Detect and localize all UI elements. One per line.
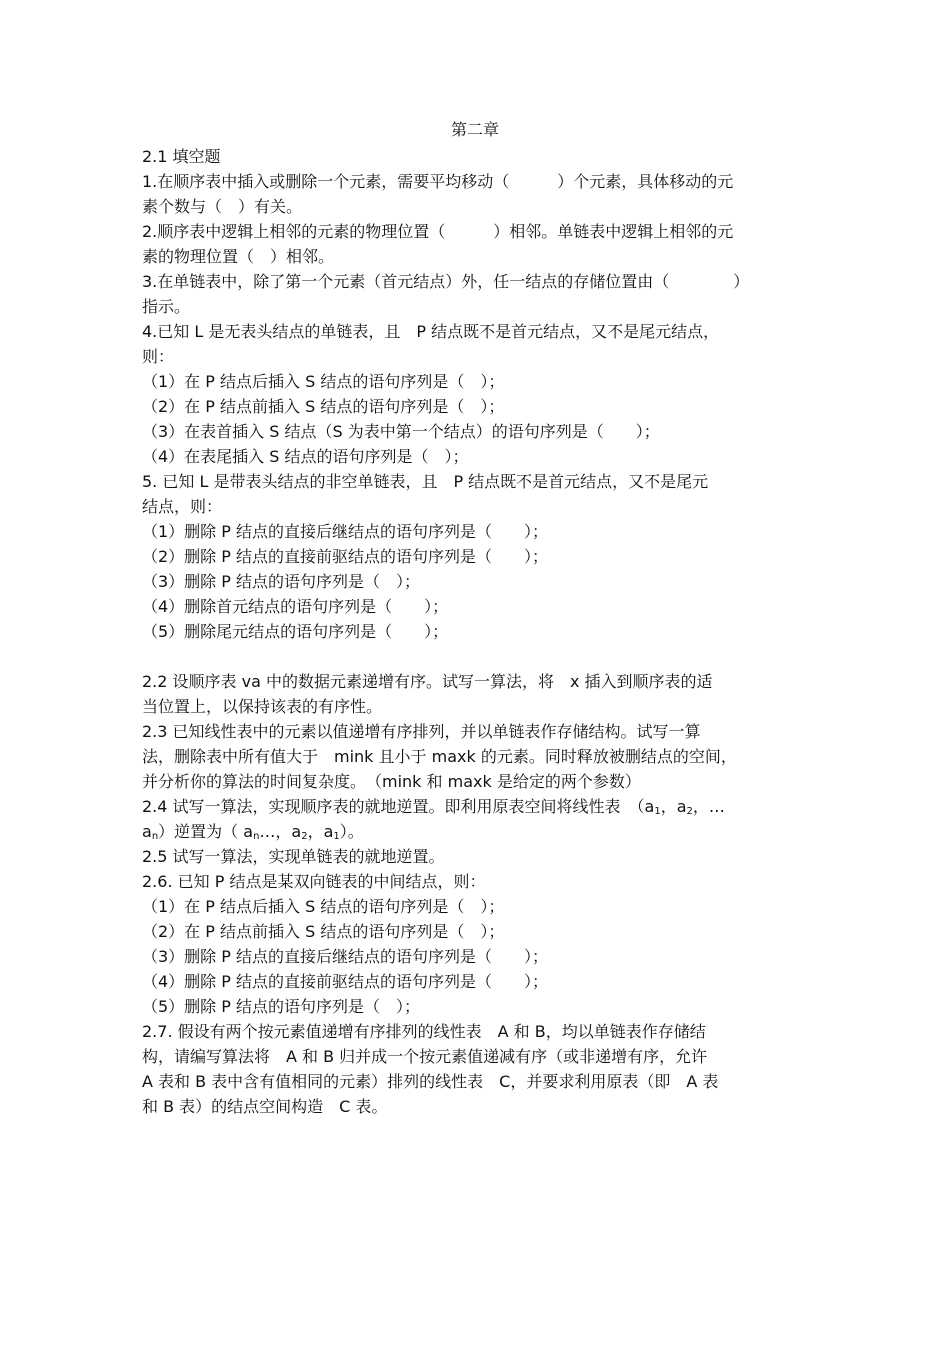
section-heading: 2.1 填空题	[142, 147, 221, 166]
text-line: （5）删除尾元结点的语句序列是（ ）；	[142, 622, 449, 641]
text-line: 2.7. 假设有两个按元素值递增有序排列的线性表 A 和 B，均以单链表作存储结	[142, 1022, 706, 1041]
text-line: （2）在 P 结点前插入 S 结点的语句序列是（ ）；	[142, 922, 505, 941]
text-line-2-4a	[142, 794, 822, 819]
subscript: 1	[333, 831, 340, 842]
text-line: （2）在 P 结点前插入 S 结点的语句序列是（ ）；	[142, 397, 505, 416]
text-line: 1.在顺序表中插入或删除一个元素，需要平均移动（ ）个元素，具体移动的元	[142, 172, 734, 191]
subscript: 2	[686, 806, 693, 817]
text-line: （4）在表尾插入 S 结点的语句序列是（ ）；	[142, 447, 469, 466]
text-line: 3.在单链表中，除了第一个元素（首元结点）外，任一结点的存储位置由（ ）	[142, 272, 750, 291]
subscript: n	[253, 831, 260, 842]
text-line: （3）删除 P 结点的直接后继结点的语句序列是（ ）；	[142, 947, 549, 966]
text-line: 和 B 表）的结点空间构造 C 表。	[142, 1097, 388, 1116]
text-line: 并分析你的算法的时间复杂度。 （mink 和 maxk 是给定的两个参数）	[142, 772, 641, 791]
text-line: 当位置上，以保持该表的有序性。	[142, 697, 383, 716]
text-line: 4.已知 L 是无表头结点的单链表，且 P 结点既不是首元结点，又不是尾元结点，	[142, 322, 720, 341]
text-segment: ）。	[339, 822, 364, 841]
subscript: 1	[654, 806, 661, 817]
chapter-title: 第二章	[450, 120, 499, 139]
subscript: 2	[301, 831, 308, 842]
text-line: 2.2 设顺序表 va 中的数据元素递增有序。试写一算法，将 x 插入到顺序表的适	[142, 672, 713, 691]
text-segment: ，a	[307, 822, 334, 841]
text-segment: ，…	[692, 797, 725, 816]
text-segment: ，a	[660, 797, 687, 816]
text-line: 2.3 已知线性表中的元素以值递增有序排列，并以单链表作存储结构。试写一算	[142, 722, 701, 741]
text-line: 2.顺序表中逻辑上相邻的元素的物理位置（ ）相邻。单链表中逻辑上相邻的元	[142, 222, 734, 241]
text-line: 构，请编写算法将 A 和 B 归并成一个按元素值递减有序（或非递增有序，允许	[142, 1047, 708, 1066]
text-line-2-4b	[142, 819, 822, 844]
text-line: 结点，则：	[142, 497, 223, 516]
blank-line	[142, 644, 822, 669]
text-segment: …，a	[259, 822, 302, 841]
text-line: （2）删除 P 结点的直接前驱结点的语句序列是（ ）；	[142, 547, 549, 566]
text-line: 5. 已知 L 是带表头结点的非空单链表，且 P 结点既不是首元结点，又不是尾元	[142, 472, 709, 491]
text-line: （5）删除 P 结点的语句序列是（ ）；	[142, 997, 421, 1016]
subscript: n	[151, 831, 159, 842]
text-line: 指示。	[142, 297, 191, 316]
text-line: （3）在表首插入 S 结点（S 为表中第一个结点）的语句序列是（ ）；	[142, 422, 660, 441]
text-line: （1）在 P 结点后插入 S 结点的语句序列是（ ）；	[142, 372, 505, 391]
text-line: （1）删除 P 结点的直接后继结点的语句序列是（ ）；	[142, 522, 549, 541]
text-line: （4）删除 P 结点的直接前驱结点的语句序列是（ ）；	[142, 972, 549, 991]
text-line: 2.5 试写一算法，实现单链表的就地逆置。	[142, 847, 445, 866]
text-line: A 表和 B 表中含有值相同的元素）排列的线性表 C，并要求利用原表（即 A 表	[142, 1072, 719, 1091]
text-line: 素的物理位置（ ）相邻。	[142, 247, 335, 266]
text-line: 法，删除表中所有值大于 mink 且小于 maxk 的元素。同时释放被删结点的空间，	[142, 747, 737, 766]
text-line: 2.6. 已知 P 结点是某双向链表的中间结点，则：	[142, 872, 486, 891]
text-line: （1）在 P 结点后插入 S 结点的语句序列是（ ）；	[142, 897, 505, 916]
text-line: 素个数与（ ）有关。	[142, 197, 303, 216]
text-segment: ）逆置为（ a	[158, 822, 254, 841]
text-line: 则：	[142, 347, 175, 366]
text-segment: a	[142, 822, 152, 841]
text-segment: 2.4 试写一算法，实现顺序表的就地逆置。即利用原表空间将线性表 （a	[142, 797, 655, 816]
text-line: （4）删除首元结点的语句序列是（ ）；	[142, 597, 449, 616]
text-line: （3）删除 P 结点的语句序列是（ ）；	[142, 572, 421, 591]
document-body	[142, 144, 822, 1119]
